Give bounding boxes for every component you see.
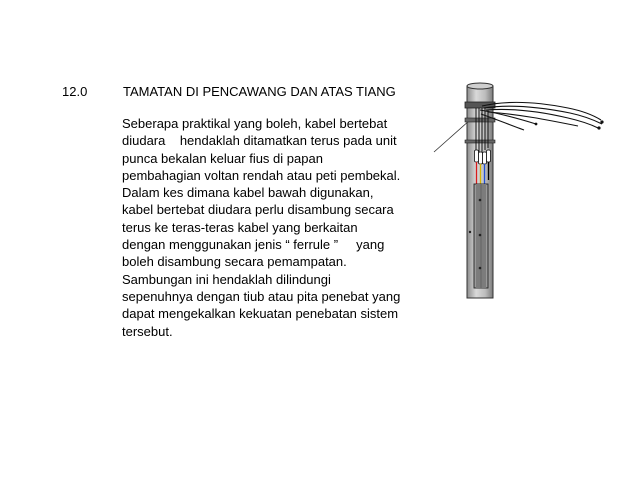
body-line: Sambungan ini hendaklah dilindungi	[122, 271, 331, 287]
pole-top	[467, 83, 493, 89]
body-line: dengan menggunakan jenis “ ferrule ” yang	[122, 237, 385, 253]
pole-illustration	[418, 80, 608, 300]
body-line: dapat mengekalkan kekuatan penebatan sistem	[122, 306, 399, 322]
body-line: tersebut.	[122, 323, 173, 339]
body-line: Seberapa praktikal yang boleh, kabel bertebat	[122, 116, 388, 131]
body-line: Dalam kes dimana kabel bawah digunakan,	[122, 185, 374, 201]
body-line: terus ke teras-teras kabel yang berkaitan	[122, 219, 358, 235]
aerial-cable	[480, 102, 602, 130]
body-line: pembahagian voltan rendah atau peti pembekal.	[122, 167, 401, 183]
body-line: punca bekalan keluar fius di papan	[122, 150, 323, 166]
body-line: kabel bertebat diudara perlu disambung secara	[122, 202, 394, 218]
section-title: TAMATAN DI PENCAWANG DAN ATAS TIANG	[123, 84, 396, 99]
body-line: sepenuhnya dengan tiub atau pita penebat yang	[122, 288, 401, 304]
body-paragraph	[122, 115, 442, 340]
section-number: 12.0	[62, 84, 88, 99]
pointer-line	[434, 120, 470, 152]
body-line: diudara hendaklah ditamatkan terus pada unit	[122, 133, 397, 149]
body-line: boleh disambung secara pemampatan.	[122, 254, 347, 270]
